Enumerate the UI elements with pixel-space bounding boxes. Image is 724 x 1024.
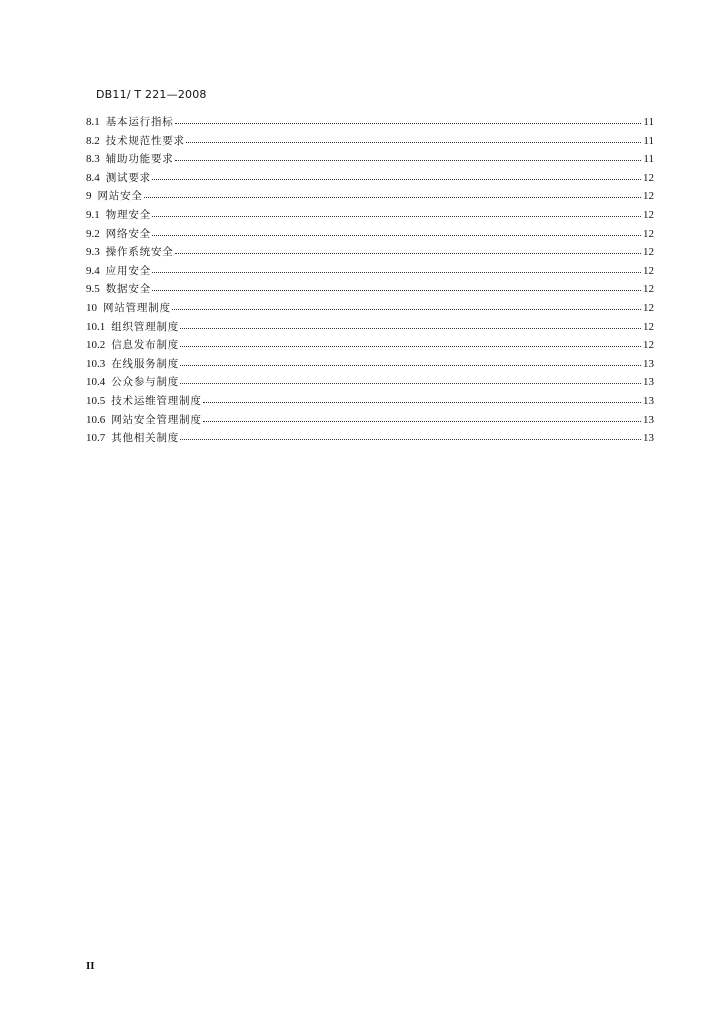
toc-entry-number: 10.1 (86, 320, 106, 333)
toc-dot-leader (186, 130, 641, 143)
toc-entry-title: 网站管理制度 (103, 301, 171, 314)
toc-entry[interactable] (86, 317, 654, 336)
toc-entry[interactable] (86, 391, 654, 410)
toc-dot-leader (180, 316, 641, 329)
toc-entry-page: 13 (643, 413, 654, 426)
toc-entry[interactable] (86, 168, 654, 187)
toc-entry-number: 10.4 (86, 376, 106, 389)
toc-entry[interactable] (86, 335, 654, 354)
toc-entry-number: 9 (86, 190, 92, 203)
toc-entry[interactable] (86, 354, 654, 373)
toc-entry[interactable] (86, 410, 654, 429)
toc-entry-title: 应用安全 (105, 264, 151, 277)
toc-entry-number: 9.5 (86, 283, 100, 296)
toc-entry-title: 基本运行指标 (105, 116, 174, 128)
toc-entry-page: 12 (643, 227, 654, 240)
toc-entry-title: 技术规范性要求 (105, 134, 185, 147)
toc-entry[interactable] (86, 372, 654, 391)
toc-entry-title: 测试要求 (105, 171, 151, 184)
toc-entry-page: 13 (643, 357, 654, 370)
document-code-header: DB11/ T 221—2008 (96, 88, 207, 101)
toc-entry-title: 数据安全 (105, 283, 151, 296)
toc-entry[interactable] (86, 261, 654, 280)
table-of-contents (86, 112, 654, 447)
toc-dot-leader (152, 223, 641, 236)
toc-entry-title: 网站安全管理制度 (111, 413, 202, 426)
toc-entry-page: 12 (643, 283, 654, 296)
toc-entry[interactable] (86, 298, 654, 317)
toc-entry-page: 12 (643, 301, 654, 314)
toc-entry-page: 13 (643, 432, 654, 445)
toc-entry[interactable] (86, 224, 654, 243)
toc-entry-page: 12 (643, 208, 654, 221)
toc-entry-page: 13 (643, 394, 654, 407)
toc-dot-leader (152, 260, 641, 273)
toc-entry-number: 9.1 (86, 208, 100, 221)
toc-entry[interactable] (86, 205, 654, 224)
toc-dot-leader (180, 427, 641, 440)
toc-entry[interactable] (86, 149, 654, 168)
toc-entry[interactable] (86, 242, 654, 261)
toc-entry-number: 10.5 (86, 394, 106, 407)
toc-entry-title: 物理安全 (105, 208, 151, 221)
toc-entry-title: 辅助功能要求 (105, 153, 174, 166)
toc-entry-number: 8.3 (86, 153, 100, 166)
toc-entry-title: 技术运维管理制度 (111, 394, 202, 407)
toc-entry-number: 8.2 (86, 134, 100, 147)
toc-entry-title: 组织管理制度 (111, 320, 180, 333)
toc-entry-number: 10.6 (86, 413, 106, 426)
page-number: II (86, 960, 95, 972)
toc-entry-page: 12 (643, 246, 654, 259)
toc-entry-number: 9.2 (86, 227, 100, 240)
toc-entry-title: 信息发布制度 (111, 339, 180, 352)
toc-entry-title: 网络安全 (105, 227, 151, 240)
toc-entry[interactable] (86, 428, 654, 447)
toc-entry-title: 在线服务制度 (111, 357, 180, 370)
toc-dot-leader (180, 371, 641, 384)
toc-dot-leader (152, 204, 641, 217)
toc-entry-page: 12 (643, 190, 654, 203)
toc-entry-title: 网站安全 (97, 190, 143, 203)
toc-dot-leader (152, 278, 641, 291)
toc-entry-page: 12 (643, 320, 654, 333)
toc-entry[interactable] (86, 131, 654, 150)
toc-entry-page: 12 (643, 171, 654, 184)
toc-entry[interactable] (86, 279, 654, 298)
toc-entry-number: 9.4 (86, 264, 100, 277)
toc-dot-leader (152, 167, 641, 180)
toc-entry-number: 8.4 (86, 171, 100, 184)
toc-entry-page: 11 (643, 153, 654, 166)
toc-entry-page: 13 (643, 376, 654, 389)
toc-entry-title: 操作系统安全 (105, 246, 174, 259)
toc-entry-number: 9.3 (86, 246, 100, 259)
toc-dot-leader (172, 297, 641, 310)
toc-dot-leader (180, 334, 641, 347)
toc-dot-leader (144, 185, 641, 198)
toc-dot-leader (175, 148, 641, 161)
toc-entry-page: 12 (643, 264, 654, 277)
toc-entry-page: 11 (643, 116, 654, 128)
toc-entry-number: 10 (86, 301, 97, 314)
toc-dot-leader (175, 111, 641, 124)
toc-entry[interactable] (86, 186, 654, 205)
toc-entry-page: 12 (643, 339, 654, 352)
toc-entry-number: 10.2 (86, 339, 106, 352)
toc-entry-number: 10.7 (86, 432, 106, 445)
toc-dot-leader (175, 241, 641, 254)
toc-entry-title: 公众参与制度 (111, 376, 180, 389)
toc-entry-title: 其他相关制度 (111, 432, 180, 445)
toc-entry-page: 11 (643, 134, 654, 147)
toc-dot-leader (203, 390, 641, 403)
toc-entry-number: 10.3 (86, 357, 106, 370)
toc-dot-leader (203, 409, 641, 422)
toc-entry-number: 8.1 (86, 116, 100, 128)
toc-dot-leader (180, 353, 641, 366)
toc-entry[interactable] (86, 112, 654, 131)
